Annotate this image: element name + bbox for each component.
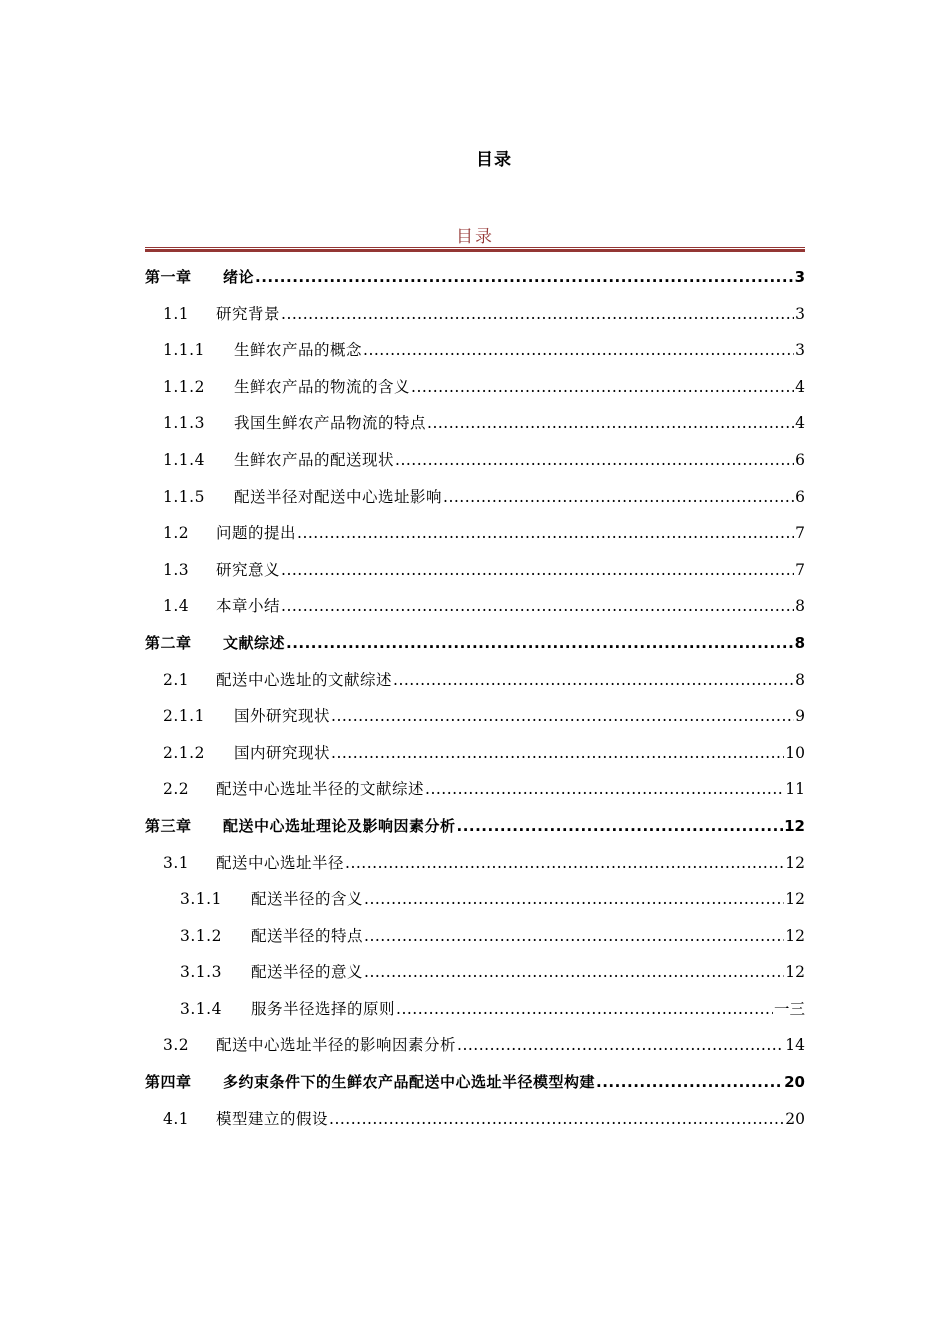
toc-entry-title: 配送中心选址的文献综述 bbox=[216, 670, 393, 689]
toc-section-entry[interactable] bbox=[145, 442, 805, 479]
toc-page-number: 6 bbox=[795, 487, 805, 506]
toc-dot-leader bbox=[596, 1064, 783, 1101]
toc-dot-leader bbox=[281, 588, 794, 625]
toc-chapter-entry[interactable] bbox=[145, 625, 805, 662]
toc-entry-title: 生鲜农产品的物流的含义 bbox=[234, 377, 411, 396]
toc-page-number: 11 bbox=[785, 780, 805, 799]
toc-page-number: 3 bbox=[795, 304, 805, 323]
toc-entry-number: 1.2 bbox=[163, 524, 190, 543]
toc-page-number: 20 bbox=[785, 1109, 805, 1128]
toc-entry-number: 1.1.3 bbox=[163, 414, 205, 433]
toc-page-number: 一三 bbox=[773, 999, 805, 1018]
toc-entry-title: 配送中心选址半径的影响因素分析 bbox=[216, 1036, 457, 1055]
toc-page-number: 8 bbox=[794, 633, 805, 652]
toc-entry-title: 多约束条件下的生鲜农产品配送中心选址半径模型构建 bbox=[223, 1073, 596, 1092]
toc-entry-number: 第一章 bbox=[145, 268, 192, 286]
toc-entry-number: 3.1.2 bbox=[180, 926, 222, 945]
toc-entry-title: 国内研究现状 bbox=[234, 743, 331, 762]
toc-entry-number: 第四章 bbox=[145, 1073, 192, 1092]
toc-page-number: 6 bbox=[795, 450, 805, 469]
toc-section-entry[interactable] bbox=[145, 991, 805, 1028]
toc-entry-title: 本章小结 bbox=[216, 597, 281, 616]
toc-entry-title: 模型建立的假设 bbox=[216, 1109, 329, 1128]
toc-dot-leader bbox=[443, 479, 794, 516]
toc-dot-leader bbox=[286, 625, 794, 662]
toc-entry-title: 配送中心选址半径的文献综述 bbox=[216, 780, 425, 799]
toc-entry-number: 1.4 bbox=[163, 597, 190, 616]
toc-chapter-entry[interactable] bbox=[145, 1064, 805, 1101]
toc-entry-number: 3.1.1 bbox=[180, 890, 222, 909]
toc-entry-title: 生鲜农产品的概念 bbox=[234, 341, 363, 360]
toc-entry-title: 配送中心选址理论及影响因素分析 bbox=[223, 816, 456, 835]
toc-dot-leader bbox=[364, 918, 784, 955]
toc-entry-title: 问题的提出 bbox=[216, 524, 297, 543]
toc-dot-leader bbox=[427, 405, 794, 442]
toc-dot-leader bbox=[329, 1101, 784, 1138]
toc-entry-title: 生鲜农产品的配送现状 bbox=[234, 450, 395, 469]
toc-page-number: 12 bbox=[784, 816, 805, 835]
toc-page-number: 12 bbox=[785, 890, 805, 909]
toc-page-number: 4 bbox=[795, 414, 805, 433]
toc-section-entry[interactable] bbox=[145, 918, 805, 955]
toc-dot-leader bbox=[345, 845, 784, 882]
toc-dot-leader bbox=[281, 296, 794, 333]
toc-dot-leader bbox=[457, 1027, 784, 1064]
toc-dot-leader bbox=[281, 552, 794, 589]
toc-entry-number: 1.1.5 bbox=[163, 487, 205, 506]
toc-entry-number: 1.1.1 bbox=[163, 341, 205, 360]
toc-dot-leader bbox=[364, 881, 784, 918]
toc-section-entry[interactable] bbox=[145, 405, 805, 442]
toc-entry-title: 配送中心选址半径 bbox=[216, 853, 345, 872]
toc-entry-title: 文献综述 bbox=[223, 633, 286, 652]
toc-entry-title: 研究意义 bbox=[216, 560, 281, 579]
toc-entry-number: 3.1.4 bbox=[180, 999, 222, 1018]
toc-entry-title: 绪论 bbox=[223, 268, 255, 286]
toc-page-number: 20 bbox=[784, 1073, 805, 1092]
toc-dot-leader bbox=[364, 954, 784, 991]
toc-entry-title: 配送半径对配送中心选址影响 bbox=[234, 487, 443, 506]
toc-section-entry[interactable] bbox=[145, 588, 805, 625]
toc-page-number: 8 bbox=[795, 670, 805, 689]
toc-section-entry[interactable] bbox=[145, 845, 805, 882]
toc-section-entry[interactable] bbox=[145, 479, 805, 516]
toc-section-entry[interactable] bbox=[145, 515, 805, 552]
toc-entry-title: 国外研究现状 bbox=[234, 707, 331, 726]
toc-page-number: 12 bbox=[785, 853, 805, 872]
toc-dot-leader bbox=[396, 991, 773, 1028]
toc-page-number: 8 bbox=[795, 597, 805, 616]
toc-title: 目录 bbox=[456, 227, 494, 247]
toc-entry-title: 配送半径的特点 bbox=[251, 926, 364, 945]
toc-page-number: 9 bbox=[795, 707, 805, 726]
toc-entry-title: 配送半径的意义 bbox=[251, 963, 364, 982]
toc-page-number: 10 bbox=[785, 743, 805, 762]
toc-section-entry[interactable] bbox=[145, 552, 805, 589]
toc-dot-leader bbox=[457, 808, 784, 845]
toc-dot-leader bbox=[363, 332, 794, 369]
toc-section-entry[interactable] bbox=[145, 881, 805, 918]
toc-page-number: 7 bbox=[795, 524, 805, 543]
toc-dot-leader bbox=[331, 735, 784, 772]
toc-page-number: 14 bbox=[785, 1036, 805, 1055]
toc-section-entry[interactable] bbox=[145, 369, 805, 406]
toc-chapter-entry[interactable] bbox=[145, 808, 805, 845]
toc-dot-leader bbox=[425, 771, 784, 808]
toc-entry-number: 1.1 bbox=[163, 304, 190, 323]
toc-section-entry[interactable] bbox=[145, 735, 805, 772]
toc-section-entry[interactable] bbox=[145, 1027, 805, 1064]
toc-entry-number: 1.3 bbox=[163, 560, 190, 579]
toc-entry-number: 第三章 bbox=[145, 816, 192, 835]
toc-title-rule-thick bbox=[145, 249, 805, 252]
toc-page-number: 4 bbox=[795, 377, 805, 396]
toc-section-entry[interactable] bbox=[145, 1101, 805, 1138]
toc-section-entry[interactable] bbox=[145, 662, 805, 699]
toc-dot-leader bbox=[411, 369, 794, 406]
toc-dot-leader bbox=[255, 259, 794, 296]
toc-section-entry[interactable] bbox=[145, 296, 805, 333]
toc-page-number: 3 bbox=[794, 268, 805, 286]
toc-entry-number: 3.1 bbox=[163, 853, 190, 872]
toc-entry-title: 服务半径选择的原则 bbox=[251, 999, 396, 1018]
page-heading: 目录 bbox=[476, 150, 512, 170]
toc-page-number: 3 bbox=[795, 341, 805, 360]
toc-page-number: 7 bbox=[795, 560, 805, 579]
toc-entry-number: 4.1 bbox=[163, 1109, 190, 1128]
toc-entry-number: 3.1.3 bbox=[180, 963, 222, 982]
toc-entry-number: 2.1.2 bbox=[163, 743, 205, 762]
toc-entry-number: 2.2 bbox=[163, 780, 190, 799]
toc-title-rule bbox=[145, 247, 805, 248]
toc-entry-number: 2.1 bbox=[163, 670, 190, 689]
toc-dot-leader bbox=[395, 442, 794, 479]
toc-entry-number: 2.1.1 bbox=[163, 707, 205, 726]
toc-dot-leader bbox=[297, 515, 794, 552]
toc-entry-number: 1.1.4 bbox=[163, 450, 205, 469]
toc-dot-leader bbox=[393, 662, 794, 699]
toc-section-entry[interactable] bbox=[145, 332, 805, 369]
toc-section-entry[interactable] bbox=[145, 771, 805, 808]
toc-entry-number: 1.1.2 bbox=[163, 377, 205, 396]
toc-entry-number: 第二章 bbox=[145, 633, 192, 652]
toc-page-number: 12 bbox=[785, 963, 805, 982]
toc-page-number: 12 bbox=[785, 926, 805, 945]
toc-section-entry[interactable] bbox=[145, 954, 805, 991]
toc-entry-title: 配送半径的含义 bbox=[251, 890, 364, 909]
table-of-contents bbox=[145, 259, 805, 1137]
toc-section-entry[interactable] bbox=[145, 698, 805, 735]
toc-chapter-entry[interactable] bbox=[145, 259, 805, 296]
toc-entry-title: 研究背景 bbox=[216, 304, 281, 323]
toc-dot-leader bbox=[331, 698, 794, 735]
toc-entry-number: 3.2 bbox=[163, 1036, 190, 1055]
toc-entry-title: 我国生鲜农产品物流的特点 bbox=[234, 414, 427, 433]
